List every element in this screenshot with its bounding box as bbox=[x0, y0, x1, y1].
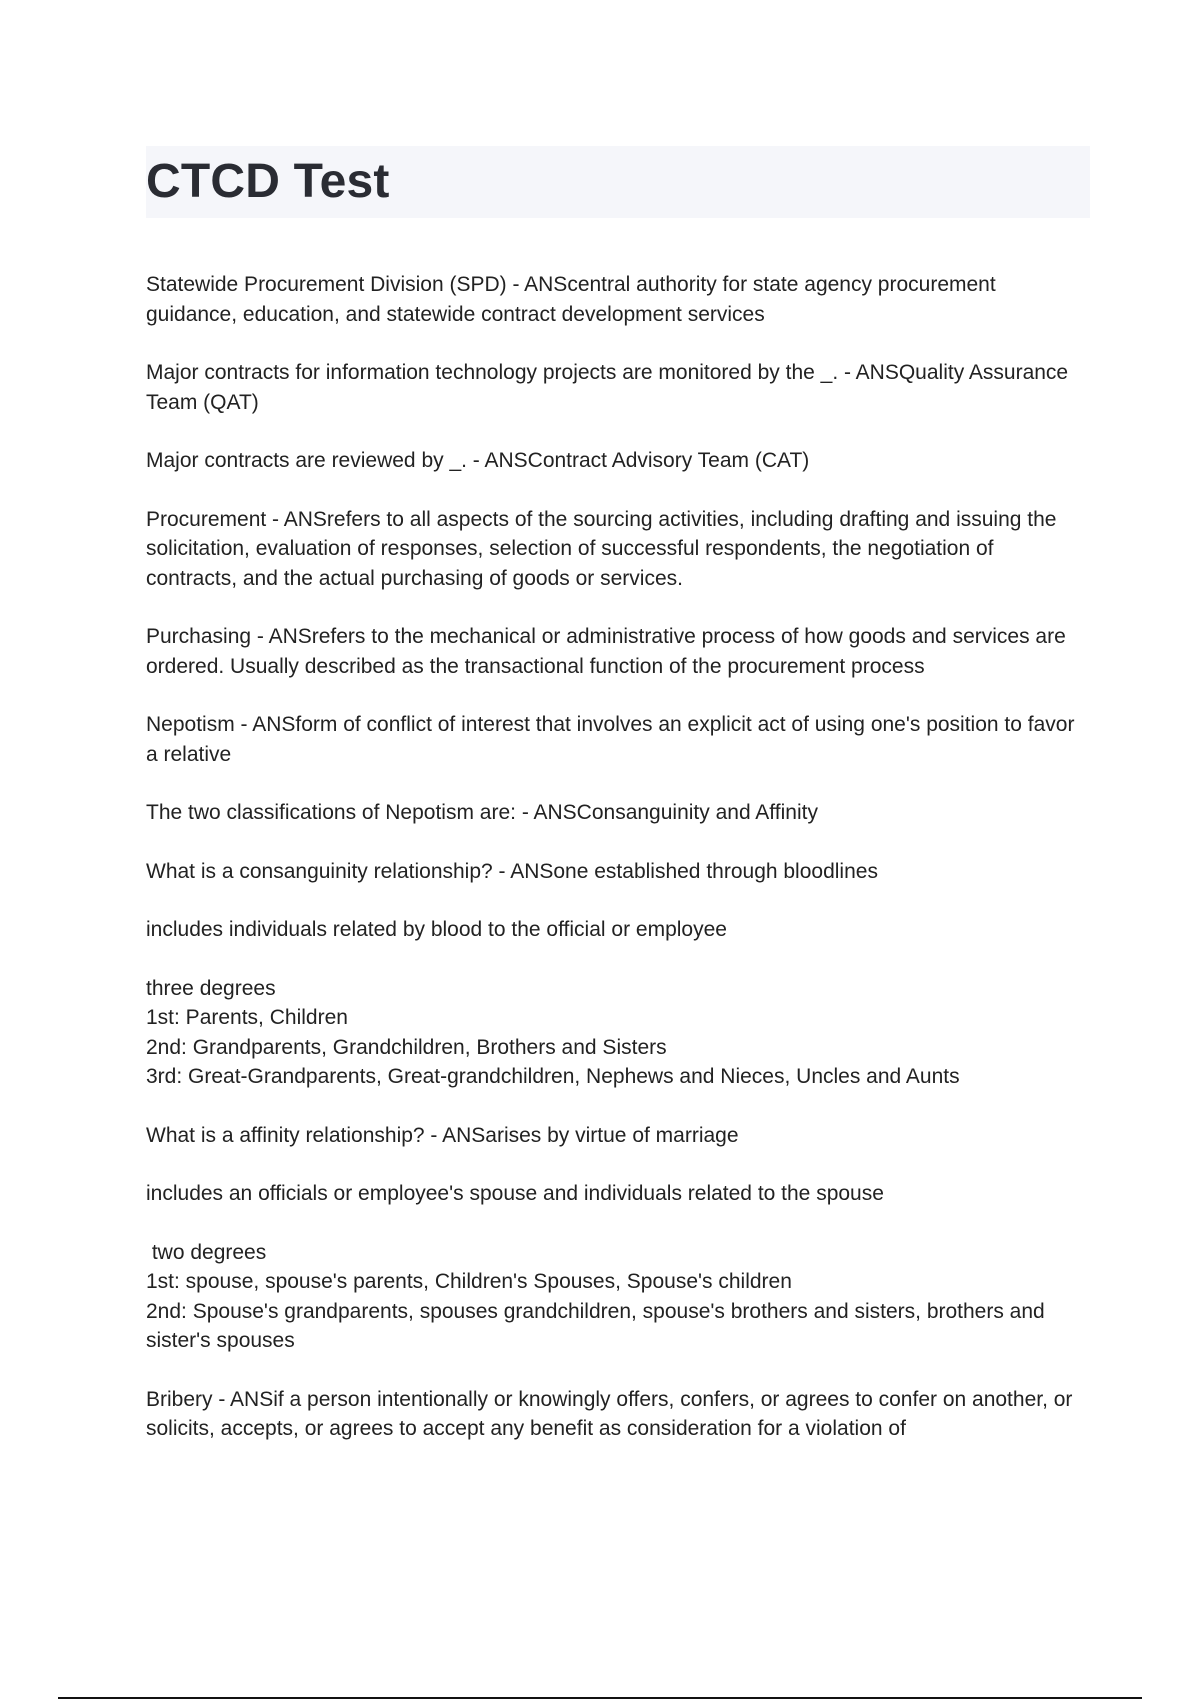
paragraph-line: 2nd: Grandparents, Grandchildren, Brothers and Sisters bbox=[146, 1035, 667, 1059]
paragraph-line: Procurement - ANSrefers to all aspects of the sourcing activities, including drafting and issuing the solicitation, evaluation of responses, selection of successful respondents, the negotiation of contracts, and the actual purchasing of goods or services. bbox=[146, 507, 1057, 590]
paragraph-line: 1st: Parents, Children bbox=[146, 1006, 348, 1029]
paragraph-line: two degrees bbox=[146, 1240, 267, 1264]
paragraph-line: includes an officials or employee's spouse and individuals related to the spouse bbox=[146, 1182, 884, 1205]
paragraph-line: Major contracts for information technology projects are monitored by the _. - ANSQuality Assurance Team (QAT) bbox=[146, 361, 1069, 414]
paragraph-line: Bribery - ANSif a person intentionally or knowingly offers, confers, or agrees to confer on another, or solicits, accepts, or agrees to accept any benefit as consideration for a violation of bbox=[146, 1387, 1073, 1440]
title-banner bbox=[146, 146, 1090, 218]
document-title: CTCD Test bbox=[146, 155, 390, 208]
paragraph-line: Nepotism - ANSform of conflict of interest that involves an explicit act of using one's position to favor a relative bbox=[146, 713, 1075, 766]
paragraph-spouse-relations bbox=[146, 1179, 1090, 1209]
paragraph-qat bbox=[146, 358, 1090, 417]
paragraph-three-degrees bbox=[146, 974, 1090, 1092]
paragraph-two-degrees bbox=[146, 1238, 1090, 1356]
paragraph-procurement bbox=[146, 505, 1090, 594]
paragraph-line: Purchasing - ANSrefers to the mechanical or administrative process of how goods and services are ordered. Usually described as the transactional function of the procurement process bbox=[146, 625, 1066, 678]
paragraph-line: What is a affinity relationship? - ANSarises by virtue of marriage bbox=[146, 1123, 739, 1147]
document-body bbox=[146, 270, 1090, 1473]
paragraph-line: 2nd: Spouse's grandparents, spouses grandchildren, spouse's brothers and sisters, brothers and sister's spouses bbox=[146, 1299, 1045, 1352]
paragraph-line: The two classifications of Nepotism are: - ANSConsanguinity and Affinity bbox=[146, 801, 818, 824]
paragraph-line: three degrees bbox=[146, 976, 276, 1000]
paragraph-affinity bbox=[146, 1121, 1090, 1151]
paragraph-spd bbox=[146, 270, 1090, 329]
paragraph-line: Statewide Procurement Division (SPD) - ANScentral authority for state agency procurement guidance, education, and statewide contract development services bbox=[146, 273, 996, 326]
paragraph-consanguinity bbox=[146, 857, 1090, 887]
paragraph-purchasing bbox=[146, 622, 1090, 681]
paragraph-bribery bbox=[146, 1385, 1090, 1444]
paragraph-line: includes individuals related by blood to the official or employee bbox=[146, 918, 727, 941]
paragraph-line: What is a consanguinity relationship? - ANSone established through bloodlines bbox=[146, 859, 878, 883]
paragraph-line: 3rd: Great-Grandparents, Great-grandchildren, Nephews and Nieces, Uncles and Aunts bbox=[146, 1065, 960, 1088]
paragraph-line: Major contracts are reviewed by _. - ANSContract Advisory Team (CAT) bbox=[146, 449, 810, 472]
paragraph-line: 1st: spouse, spouse's parents, Children's Spouses, Spouse's children bbox=[146, 1270, 792, 1293]
page-bottom-rule bbox=[58, 1697, 1142, 1699]
paragraph-blood-relations bbox=[146, 915, 1090, 945]
paragraph-classifications bbox=[146, 798, 1090, 828]
paragraph-cat bbox=[146, 446, 1090, 476]
paragraph-nepotism bbox=[146, 710, 1090, 769]
